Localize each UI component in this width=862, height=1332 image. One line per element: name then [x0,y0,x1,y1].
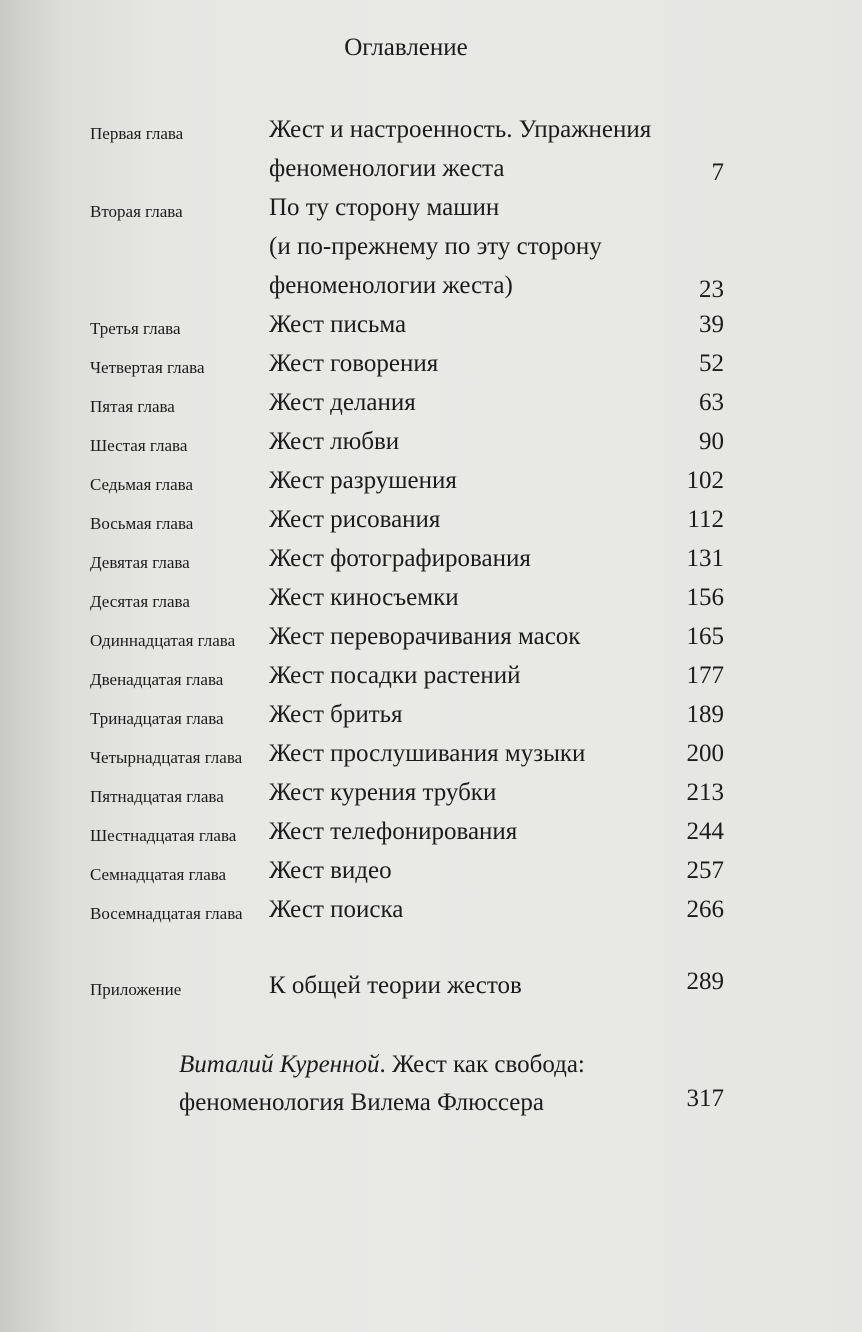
chapter-page-number: 177 [686,662,724,689]
chapter-label: Первая глава [90,124,184,143]
chapter-label: Одиннадцатая глава [90,631,236,650]
chapter-page-number: 102 [686,467,724,494]
chapter-label: Пятнадцатая глава [90,787,224,806]
chapter-title-line: Жест посадки растений [269,662,521,689]
chapter-title-line: Жест письма [269,311,407,338]
chapter-page-number: 213 [686,779,724,806]
afterword-line-2: феноменология Вилема Флюссера [179,1089,544,1116]
chapter-page-number: 266 [686,896,724,923]
chapter-title-line: Жест телефонирования [269,818,518,845]
chapter-page-number: 7 [711,159,724,186]
chapter-page-number: 23 [699,276,724,303]
chapter-page-number: 189 [686,701,724,728]
chapter-page-number: 52 [699,350,724,377]
chapter-label: Третья глава [90,319,181,338]
chapter-title-line: Жест бритья [269,701,403,728]
chapter-label: Шестнадцатая глава [90,826,237,845]
chapter-title-line: Жест разрушения [269,467,457,494]
chapter-page-number: 200 [686,740,724,767]
chapter-title-line: Жест рисования [269,506,441,533]
chapter-label: Шестая глава [90,436,188,455]
chapter-title-line: Жест курения трубки [269,779,497,806]
chapter-title-line: Жест любви [269,428,400,455]
chapter-page-number: 112 [687,506,724,533]
chapter-label: Тринадцатая глава [90,709,224,728]
chapter-label: Восьмая глава [90,514,194,533]
chapter-title-line: Жест делания [269,389,416,416]
chapter-label: Четвертая глава [90,358,205,377]
afterword-title-1: . Жест как свобода: [379,1051,585,1078]
chapter-title-line: феноменологии жеста) [269,272,513,299]
chapter-title-line: Жест переворачивания масок [269,623,581,650]
chapter-label: Двенадцатая глава [90,670,224,689]
chapter-title-line: Жест фотографирования [269,545,531,572]
chapter-label: Семнадцатая глава [90,865,227,884]
chapter-label: Четырнадцатая глава [90,748,243,767]
afterword-page: 317 [686,1085,724,1112]
appendix-title: К общей теории жестов [269,972,522,999]
afterword-author: Виталий Куренной [179,1051,380,1078]
chapter-page-number: 244 [686,818,724,845]
toc-title: Оглавление [344,34,468,61]
chapter-title-line: Жест прослушивания музыки [269,740,586,767]
chapter-title-line: Жест и настроенность. Упражнения [269,116,652,143]
chapter-page-number: 131 [686,545,724,572]
chapter-label: Седьмая глава [90,475,194,494]
chapter-label: Восемнадцатая глава [90,904,243,923]
chapter-title-line: Жест киносъемки [269,584,459,611]
chapter-label: Десятая глава [90,592,190,611]
chapter-title-line: Жест видео [269,857,392,884]
appendix-page: 289 [686,968,724,995]
chapter-label: Девятая глава [90,553,190,572]
chapter-title-line: Жест поиска [269,896,404,923]
chapter-page-number: 156 [686,584,724,611]
chapter-label: Пятая глава [90,397,175,416]
chapter-page-number: 90 [699,428,724,455]
afterword-line-1 [179,1051,585,1079]
chapter-title-line: Жест говорения [269,350,439,377]
chapter-title-line: По ту сторону машин [269,194,500,221]
chapter-page-number: 165 [686,623,724,650]
appendix-label: Приложение [90,980,182,999]
chapter-page-number: 257 [686,857,724,884]
chapter-title-line: феноменологии жеста [269,155,505,182]
chapter-label: Вторая глава [90,202,183,221]
chapter-page-number: 63 [699,389,724,416]
chapter-title-line: (и по-прежнему по эту сторону [269,233,602,260]
chapter-page-number: 39 [699,311,724,338]
